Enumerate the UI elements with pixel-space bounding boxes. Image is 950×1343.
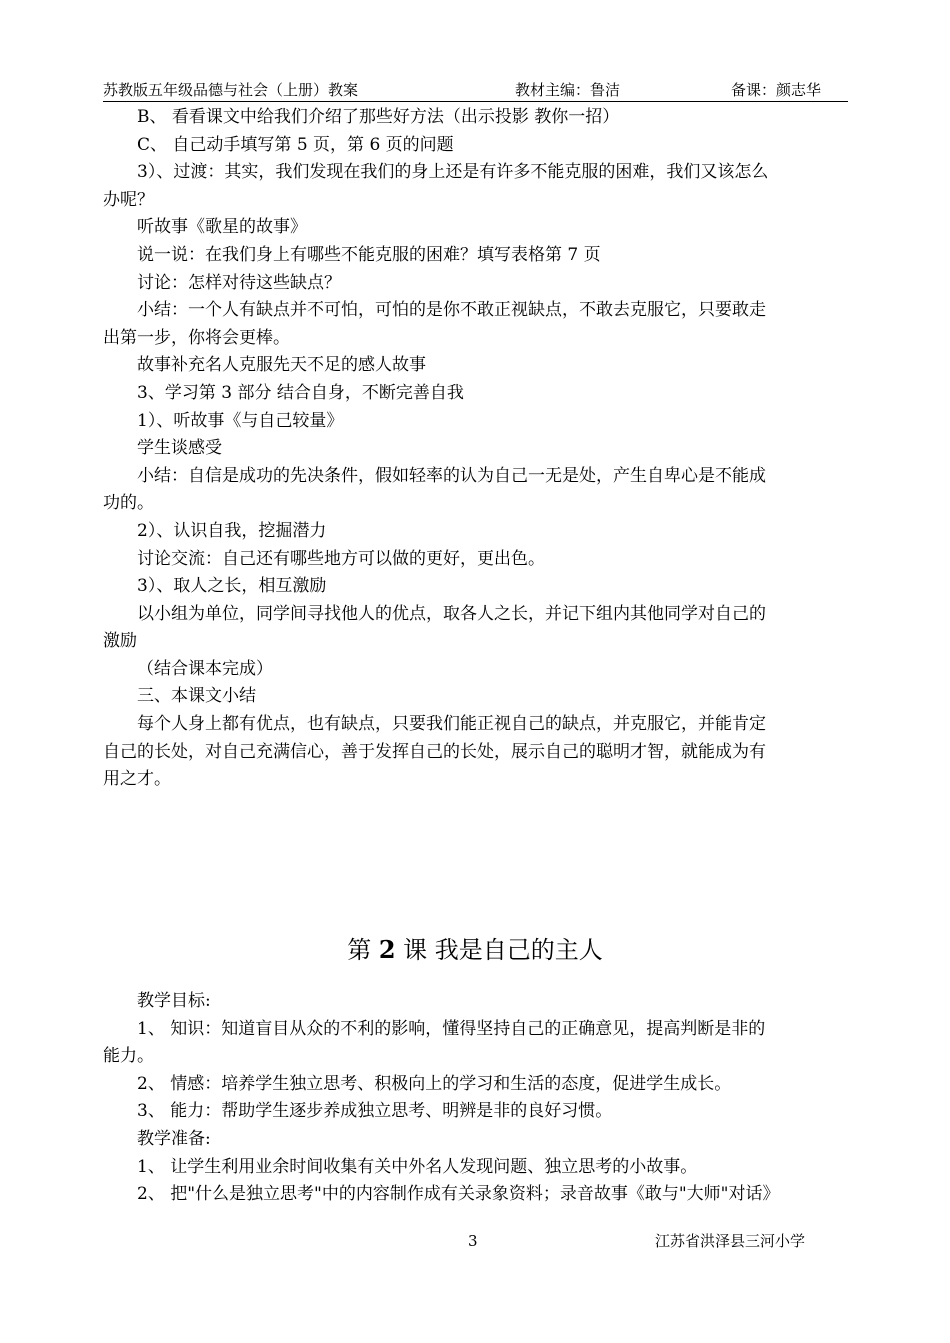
paragraph-line: 每个人身上都有优点，也有缺点，只要我们能正视自己的缺点，并克服它，并能肯定 xyxy=(137,714,766,735)
header-book-title: 苏教版五年级品德与社会（上册）教案 xyxy=(103,81,359,99)
footer-school: 江苏省洪泽县三河小学 xyxy=(655,1232,806,1250)
paragraph-line: 讨论：怎样对待这些缺点？ xyxy=(137,272,341,293)
lesson-title xyxy=(0,933,950,967)
header-preparer: 备课：颜志华 xyxy=(731,81,822,99)
lesson-title-prefix: 第 xyxy=(347,936,372,964)
paragraph-line: 自己的长处，对自己充满信心，善于发挥自己的长处，展示自己的聪明才智，就能成为有 xyxy=(103,741,766,762)
paragraph-line: 小结：自信是成功的先决条件，假如轻率的认为自己一无是处，产生自卑心是不能成 xyxy=(137,465,766,486)
paragraph-line: 三、本课文小结 xyxy=(137,686,256,707)
paragraph-line: C、 自己动手填写第 5 页，第 6 页的问题 xyxy=(137,134,454,155)
lesson-title-text: 课 我是自己的主人 xyxy=(403,936,603,964)
paragraph-line: 3）、取人之长，相互激励 xyxy=(137,576,327,597)
teaching-plan-section xyxy=(103,988,848,1209)
paragraph-line: 讨论交流：自己还有哪些地方可以做的更好，更出色。 xyxy=(137,548,545,569)
paragraph-line: 以小组为单位，同学间寻找他人的优点，取各人之长，并记下组内其他同学对自己的 xyxy=(137,603,766,624)
lesson-body xyxy=(103,104,848,794)
paragraph-line: 功的。 xyxy=(103,493,154,514)
paragraph-line: 办呢？ xyxy=(103,189,154,210)
paragraph-line: 能力。 xyxy=(103,1046,154,1067)
paragraph-line: 2、 情感：培养学生独立思考、积极向上的学习和生活的态度，促进学生成长。 xyxy=(137,1073,732,1094)
paragraph-line: 故事补充名人克服先天不足的感人故事 xyxy=(137,355,426,376)
paragraph-line: 2）、认识自我，挖掘潜力 xyxy=(137,520,327,541)
page-number: 3 xyxy=(468,1232,478,1250)
header-editor: 教材主编：鲁洁 xyxy=(515,81,621,99)
paragraph-line: 1）、听故事《与自己较量》 xyxy=(137,410,344,431)
paragraph-line: 3、学习第 3 部分 结合自身，不断完善自我 xyxy=(137,382,464,403)
paragraph-line: B、 看看课文中给我们介绍了那些好方法（出示投影 教你一招） xyxy=(137,107,620,127)
paragraph-line: 学生谈感受 xyxy=(137,438,222,459)
paragraph-line: 1、 知识：知道盲目从众的不利的影响，懂得坚持自己的正确意见，提高判断是非的 xyxy=(137,1018,766,1039)
paragraph-line: 3）、过渡：其实，我们发现在我们的身上还是有许多不能克服的困难，我们又该怎么 xyxy=(137,162,769,183)
paragraph-line: 出第一步，你将会更棒。 xyxy=(103,327,290,348)
paragraph-line: （结合课本完成） xyxy=(137,658,273,679)
paragraph-line: 听故事《歌星的故事》 xyxy=(137,217,307,238)
section-heading: 教学准备: xyxy=(137,1128,211,1149)
paragraph-line: 小结：一个人有缺点并不可怕，可怕的是你不敢正视缺点，不敢去克服它，只要敢走 xyxy=(137,300,766,321)
page-footer xyxy=(0,1230,950,1252)
page-header xyxy=(103,79,848,102)
paragraph-line: 2、 把"什么是独立思考"中的内容制作成有关录象资料；录音故事《敢与"大师"对话》 xyxy=(137,1184,780,1205)
paragraph-line: 说一说：在我们身上有哪些不能克服的困难？填写表格第 7 页 xyxy=(137,244,601,265)
paragraph-line: 用之才。 xyxy=(103,769,171,790)
paragraph-line: 3、 能力：帮助学生逐步养成独立思考、明辨是非的良好习惯。 xyxy=(137,1101,613,1122)
paragraph-line: 激励 xyxy=(103,631,137,652)
paragraph-line: 1、 让学生利用业余时间收集有关中外名人发现问题、独立思考的小故事。 xyxy=(137,1156,698,1177)
section-heading: 教学目标: xyxy=(137,991,211,1011)
lesson-number: 2 xyxy=(378,935,396,964)
